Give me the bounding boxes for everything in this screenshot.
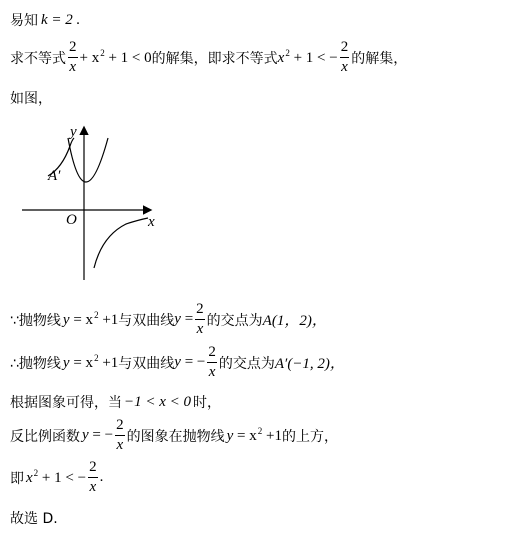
line-6 — [10, 392, 221, 412]
line-2-text-e: 的解集， — [351, 50, 408, 67]
parabola-curve — [68, 138, 108, 182]
line-4-point: A(1，2)， — [262, 313, 327, 329]
line-4-text-c: 的交点为 — [206, 312, 263, 329]
line-8 — [10, 460, 103, 495]
line-1-math: k = 2 . — [41, 11, 81, 28]
fraction-7: $\frac{2}{x}$ — [116, 417, 124, 453]
fraction-8: $\frac{2}{x}$ — [89, 459, 97, 495]
line-6-math: −1 < x < 0 — [124, 393, 192, 410]
line-3-text: 如图， — [10, 91, 52, 107]
line-7 — [10, 418, 338, 453]
line-5-text-a: ∴抛物线 — [10, 355, 61, 372]
line-2-text-a: 求不等式 — [10, 50, 66, 67]
line-7-eq-2: $y = x^2 +1$ — [226, 426, 282, 444]
line-2-math-d: $x^2 + 1$ < − — [277, 48, 338, 66]
origin-label: O — [66, 212, 77, 228]
line-7-eq-1: y = − — [82, 427, 114, 443]
line-2 — [10, 40, 407, 75]
line-7-text-c: 的上方， — [281, 428, 338, 445]
line-5 — [10, 345, 345, 380]
fraction-4: $\frac{2}{x}$ — [196, 301, 204, 337]
line-9-text: 故选 D. — [10, 511, 58, 527]
line-5-text-b: 与双曲线 — [118, 355, 175, 372]
line-5-eq-2: y = − — [174, 354, 206, 370]
line-8-math: $x^2 + 1$ < − — [26, 468, 87, 486]
line-7-text-b: 的图象在抛物线 — [126, 428, 225, 445]
line-1 — [10, 10, 80, 30]
fraction-2-over-x: $\frac{2}{x}$ — [69, 39, 77, 75]
line-6-text-a: 根据图象可得，当 — [10, 395, 122, 411]
line-2-text-c: 的解集，即求不等式 — [151, 50, 278, 67]
line-6-text-b: 时， — [193, 395, 222, 411]
line-5-text-c: 的交点为 — [218, 355, 275, 372]
hyperbola-right-branch — [94, 218, 148, 268]
fraction-2-over-x-2: $\frac{2}{x}$ — [340, 39, 349, 75]
line-5-eq-1: $y = x^2 +1$ — [62, 353, 119, 371]
line-4-eq-2: y = — [174, 311, 194, 327]
line-4-text-b: 与双曲线 — [118, 312, 175, 329]
line-4 — [10, 302, 327, 337]
line-4-text-a: ∵抛物线 — [10, 312, 61, 329]
line-4-eq-1: $y = x^2 +1$ — [62, 310, 119, 328]
point-label: A′ — [48, 168, 61, 184]
line-1-text: 易知 — [10, 13, 38, 29]
y-axis-label: y — [70, 124, 77, 140]
line-8-text-a: 即 — [10, 470, 24, 487]
line-7-text-a: 反比例函数 — [10, 428, 80, 445]
line-5-point: A′(−1, 2)， — [274, 356, 345, 372]
line-3 — [10, 88, 52, 108]
line-8-end: . — [99, 469, 104, 485]
x-axis-label: x — [148, 214, 155, 230]
line-2-math-b: + $x^2 + 1 < 0$ — [79, 48, 152, 66]
graph-figure — [18, 118, 178, 288]
line-9 — [10, 508, 58, 528]
fraction-5: $\frac{2}{x}$ — [208, 344, 216, 380]
